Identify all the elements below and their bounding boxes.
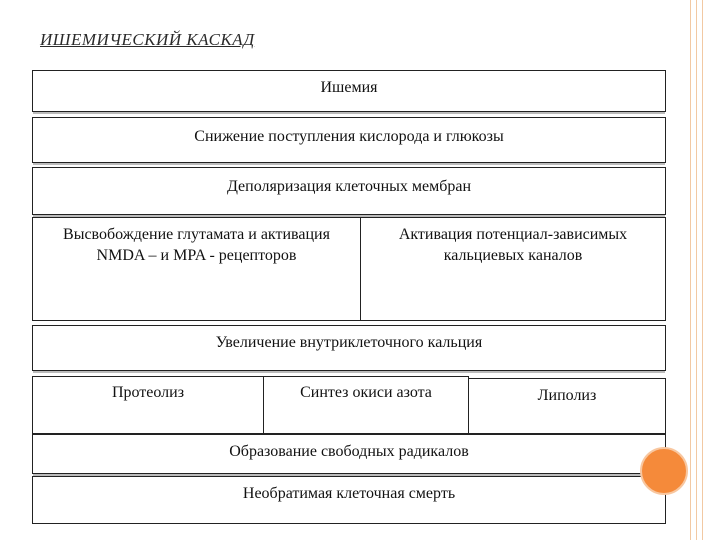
box-intracellular-calcium-text: Увеличение внутриклеточного кальция — [215, 334, 483, 351]
box-proteolysis-text: Протеолиз — [111, 384, 185, 401]
box-reduced-supply — [32, 117, 666, 163]
box-nitric-oxide — [263, 376, 469, 434]
box-cell-death-text: Необратимая клеточная смерть — [242, 485, 456, 502]
page-title: ИШЕМИЧЕСКИЙ КАСКАД — [40, 30, 255, 49]
decorative-orange-circle — [640, 447, 688, 495]
box-depolarization — [32, 167, 666, 215]
box-reduced-supply-text: Снижение поступления кислорода и глюкозы — [194, 128, 504, 145]
box-free-radicals — [32, 434, 666, 474]
box-calcium-channels-text: Активация потенциал-зависимых кальциевых каналов — [398, 226, 628, 264]
box-cell-death — [32, 476, 666, 524]
box-lipolysis — [468, 378, 666, 434]
box-depolarization-text: Деполяризация клеточных мембран — [226, 178, 472, 195]
box-free-radicals-text: Образование свободных радикалов — [229, 443, 469, 460]
decorative-line-2 — [696, 0, 697, 540]
box-intracellular-calcium — [32, 325, 666, 371]
box-lipolysis-text: Липолиз — [537, 387, 597, 404]
decorative-line-1 — [690, 0, 691, 540]
box-glutamate-text: Высвобождение глутамата и активация NMDA – и MPA - рецепторов — [63, 226, 330, 264]
box-calcium-channels — [360, 217, 666, 321]
box-proteolysis — [32, 376, 264, 434]
box-ischemia-text: Ишемия — [320, 79, 378, 96]
box-glutamate — [32, 217, 361, 321]
decorative-line-3 — [702, 0, 703, 540]
box-nitric-oxide-text: Синтез окиси азота — [300, 384, 432, 401]
box-ischemia — [32, 70, 666, 112]
